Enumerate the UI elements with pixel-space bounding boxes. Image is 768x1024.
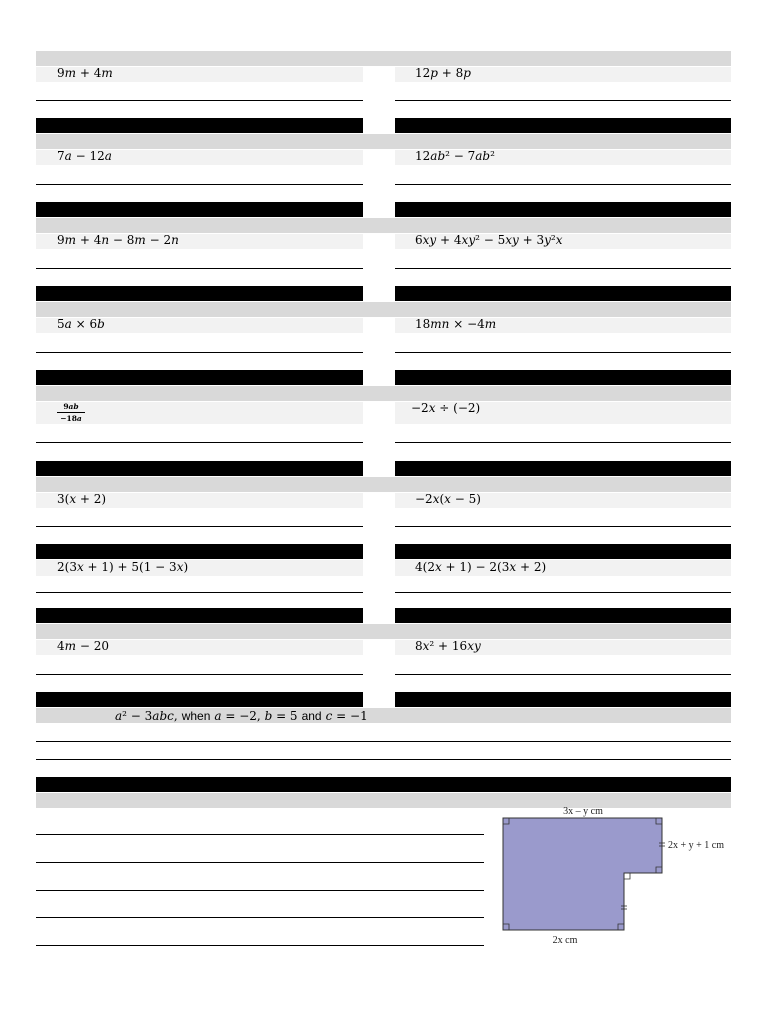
problem-3-right: 6xy + 4xy² − 5xy + 3y²x — [415, 233, 563, 247]
l-shape-figure — [495, 800, 735, 950]
section-header-bar — [36, 118, 363, 133]
answer-line[interactable] — [36, 759, 731, 760]
answer-line[interactable] — [395, 100, 731, 101]
problem-6-left: 3(x + 2) — [57, 492, 107, 506]
answer-line[interactable] — [36, 741, 731, 742]
section-header-bar — [36, 777, 731, 792]
instruction-bar — [36, 302, 731, 317]
section-header-bar — [395, 286, 731, 301]
section-header-bar — [36, 544, 363, 559]
instruction-bar — [36, 134, 731, 149]
section-header-bar — [36, 370, 363, 385]
answer-line[interactable] — [36, 442, 363, 443]
problem-4-left: 5a × 6b — [57, 317, 105, 331]
problem-4-right: 18mn × −4m — [415, 317, 497, 331]
answer-line[interactable] — [36, 862, 484, 863]
answer-line[interactable] — [36, 184, 363, 185]
problem-5-left-fraction — [57, 402, 85, 423]
problem-band-left — [36, 402, 363, 424]
instruction-bar — [36, 218, 731, 233]
l-shape — [503, 818, 662, 930]
problem-6-right: −2x(x − 5) — [415, 492, 481, 506]
section-header-bar — [395, 608, 731, 623]
substitution-expression: a² − 3abc, — [115, 709, 178, 723]
instruction-bar — [36, 477, 731, 492]
fraction-bar — [57, 412, 85, 413]
answer-line[interactable] — [395, 526, 731, 527]
substitution-and: and — [301, 709, 322, 723]
section-header-bar — [395, 202, 731, 217]
section-header-bar — [36, 202, 363, 217]
answer-line[interactable] — [36, 100, 363, 101]
answer-line[interactable] — [395, 592, 731, 593]
section-header-bar — [36, 692, 363, 707]
bottom-side-label: 2x cm — [552, 935, 578, 946]
problem-5-right: −2x ÷ (−2) — [411, 401, 481, 415]
substitution-when: when — [181, 709, 211, 723]
right-side-label: 2x + y + 1 cm — [668, 840, 724, 851]
answer-line[interactable] — [36, 674, 363, 675]
instruction-bar — [36, 386, 731, 401]
section-header-bar — [36, 461, 363, 476]
substitution-problem — [115, 708, 368, 724]
answer-line[interactable] — [395, 352, 731, 353]
section-header-bar — [395, 370, 731, 385]
problem-3-left: 9m + 4n − 8m − 2n — [57, 233, 179, 247]
problem-1-left: 9m + 4m — [57, 66, 113, 80]
substitution-last-value: c = −1 — [325, 709, 368, 723]
problem-2-left: 7a − 12a — [57, 149, 112, 163]
answer-line[interactable] — [36, 890, 484, 891]
answer-line[interactable] — [36, 917, 484, 918]
answer-line[interactable] — [395, 674, 731, 675]
problem-7-right: 4(2x + 1) − 2(3x + 2) — [415, 560, 547, 574]
section-header-bar — [395, 692, 731, 707]
answer-line[interactable] — [36, 268, 363, 269]
problem-2-right: 12ab² − 7ab² — [415, 149, 495, 163]
instruction-bar — [36, 51, 731, 66]
answer-line[interactable] — [395, 442, 731, 443]
substitution-values: a = −2, b = 5 — [214, 709, 298, 723]
answer-line[interactable] — [36, 352, 363, 353]
problem-8-right: 8x² + 16xy — [415, 639, 481, 653]
answer-line[interactable] — [395, 268, 731, 269]
top-side-label: 3x – y cm — [563, 806, 603, 817]
problem-8-left: 4m − 20 — [57, 639, 109, 653]
section-header-bar — [36, 286, 363, 301]
right-angle-mark — [624, 873, 630, 879]
answer-line[interactable] — [36, 945, 484, 946]
section-header-bar — [395, 461, 731, 476]
fraction-numerator: 9ab — [63, 402, 79, 411]
answer-line[interactable] — [36, 592, 363, 593]
fraction-denominator: −18a — [60, 414, 82, 423]
answer-line[interactable] — [395, 184, 731, 185]
answer-line[interactable] — [36, 834, 484, 835]
section-header-bar — [395, 118, 731, 133]
section-header-bar — [36, 608, 363, 623]
answer-line[interactable] — [36, 526, 363, 527]
problem-7-left: 2(3x + 1) + 5(1 − 3x) — [57, 560, 189, 574]
instruction-bar — [36, 624, 731, 639]
problem-1-right: 12p + 8p — [415, 66, 471, 80]
section-header-bar — [395, 544, 731, 559]
